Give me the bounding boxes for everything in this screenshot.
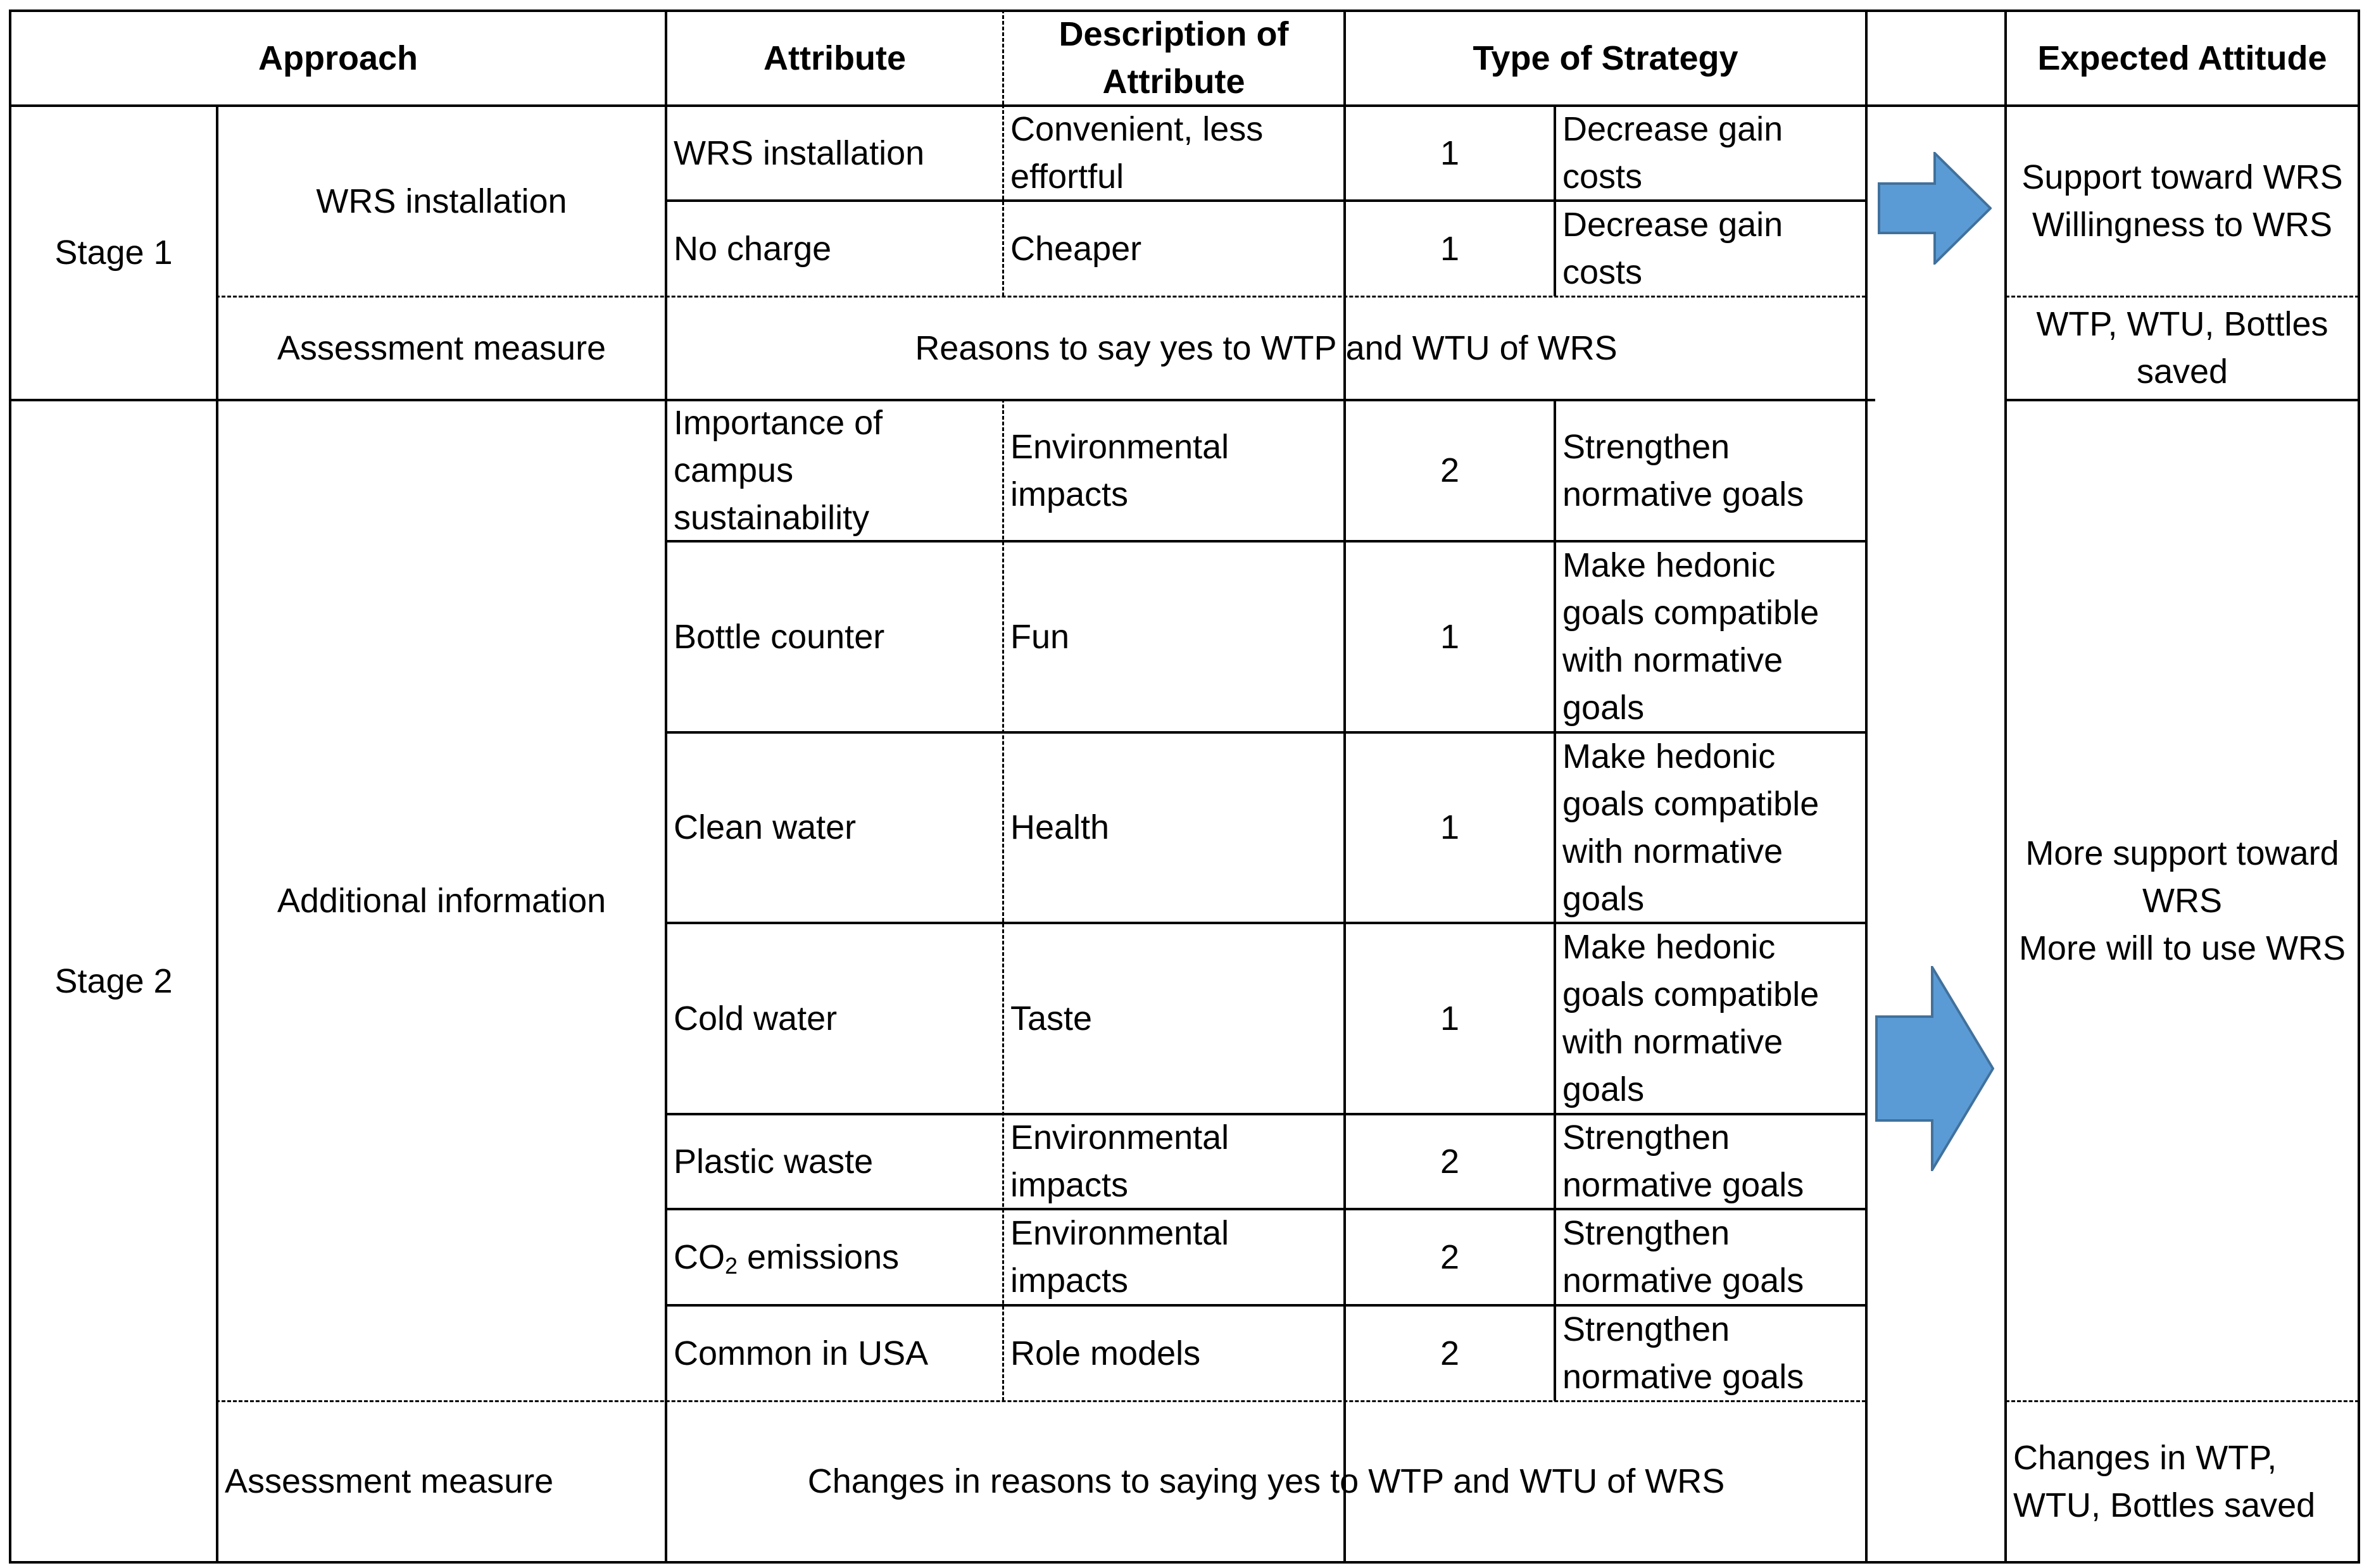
stage2-row1-type: 2 — [1440, 451, 1460, 489]
co2-rest: emissions — [738, 1238, 900, 1276]
stage2-row4-type: 1 — [1440, 999, 1460, 1038]
stage2-row6-type: 2 — [1440, 1238, 1460, 1276]
header-strategy-type: Type of Strategy — [1473, 39, 1738, 77]
stage2-expected-measure: Changes in WTP, WTU, Bottles saved — [2013, 1438, 2316, 1524]
stage1-row1-attribute: WRS installation — [674, 134, 925, 172]
stage2-row3-description: Health — [1010, 808, 1110, 846]
stage2-row1-attribute: Importance of campus sustainability — [674, 404, 883, 537]
stage2-row5-type: 2 — [1440, 1142, 1460, 1181]
stage1-arrow-icon — [1878, 152, 1992, 265]
stage1-row2-strategy: Decrease gain costs — [1562, 206, 1783, 291]
stage2-row2-strategy: Make hedonic goals compatible with normative goals — [1562, 546, 1819, 727]
co2-subscript: 2 — [725, 1253, 738, 1279]
stage2-row4-strategy: Make hedonic goals compatible with normative goals — [1562, 928, 1819, 1108]
stage2-row7-type: 2 — [1440, 1334, 1460, 1372]
stage2-row3-type: 1 — [1440, 808, 1460, 846]
header-expected-attitude: Expected Attitude — [2037, 39, 2327, 77]
stage1-row1-strategy: Decrease gain costs — [1562, 110, 1783, 196]
stage2-row2-attribute: Bottle counter — [674, 617, 885, 656]
stage2-row7-strategy: Strengthen normative goals — [1562, 1310, 1804, 1396]
stage1-row2-type: 1 — [1440, 229, 1460, 268]
header-description: Description of Attribute — [1059, 15, 1289, 101]
stage1-expected: Support toward WRS Willingness to WRS — [2021, 158, 2343, 244]
stage2-row6-strategy: Strengthen normative goals — [1562, 1214, 1804, 1300]
col-line-arrow-left — [1865, 9, 1868, 1564]
stage1-row1-type: 1 — [1440, 134, 1460, 172]
stage2-row1-strategy: Strengthen normative goals — [1562, 427, 1804, 513]
stage2-row4-description: Taste — [1010, 999, 1093, 1038]
stage2-row5-attribute: Plastic waste — [674, 1142, 874, 1181]
stage2-row2-type: 1 — [1440, 617, 1460, 656]
stage2-assessment-label: Assessment measure — [225, 1462, 554, 1500]
stage2-row5-strategy: Strengthen normative goals — [1562, 1119, 1804, 1204]
stage2-row6-attribute — [667, 1210, 1002, 1304]
stage1-row2-description: Cheaper — [1010, 229, 1142, 268]
stage1-row1-description: Convenient, less effortful — [1010, 110, 1264, 196]
co2-main: CO — [674, 1238, 725, 1276]
stage2-row2-description: Fun — [1010, 617, 1070, 656]
stage2-row7-attribute: Common in USA — [674, 1334, 929, 1372]
table-border-bottom — [9, 1561, 2360, 1564]
stage1-assessment-label: Assessment measure — [277, 329, 606, 367]
stage1-label: Stage 1 — [54, 234, 173, 272]
stage2-row1-description: Environmental impacts — [1010, 427, 1229, 513]
stage1-expected-measure: WTP, WTU, Bottles saved — [2036, 305, 2328, 391]
stage2-expected: More support toward WRS More will to use WRS — [2018, 834, 2346, 967]
stage2-approach: Additional information — [277, 881, 606, 920]
stage2-label: Stage 2 — [54, 962, 173, 1000]
stage1-assessment-text: Reasons to say yes to WTP and WTU of WRS — [915, 329, 1618, 367]
stage2-row3-strategy: Make hedonic goals compatible with normative goals — [1562, 737, 1819, 918]
stage2-row3-attribute: Clean water — [674, 808, 857, 846]
stage1-row2-attribute: No charge — [674, 229, 832, 268]
stage2-row5-description: Environmental impacts — [1010, 1119, 1229, 1204]
stage2-row6-description: Environmental impacts — [1010, 1214, 1229, 1300]
stage1-approach: WRS installation — [316, 182, 567, 220]
table-border-right — [2358, 9, 2360, 1564]
header-approach: Approach — [258, 39, 418, 77]
stage2-row7-description: Role models — [1010, 1334, 1201, 1372]
stage2-assessment-text: Changes in reasons to saying yes to WTP and WTU of WRS — [807, 1462, 1725, 1500]
header-attribute: Attribute — [763, 39, 906, 77]
stage2-arrow-icon — [1875, 966, 1994, 1171]
stage2-row4-attribute: Cold water — [674, 999, 838, 1038]
